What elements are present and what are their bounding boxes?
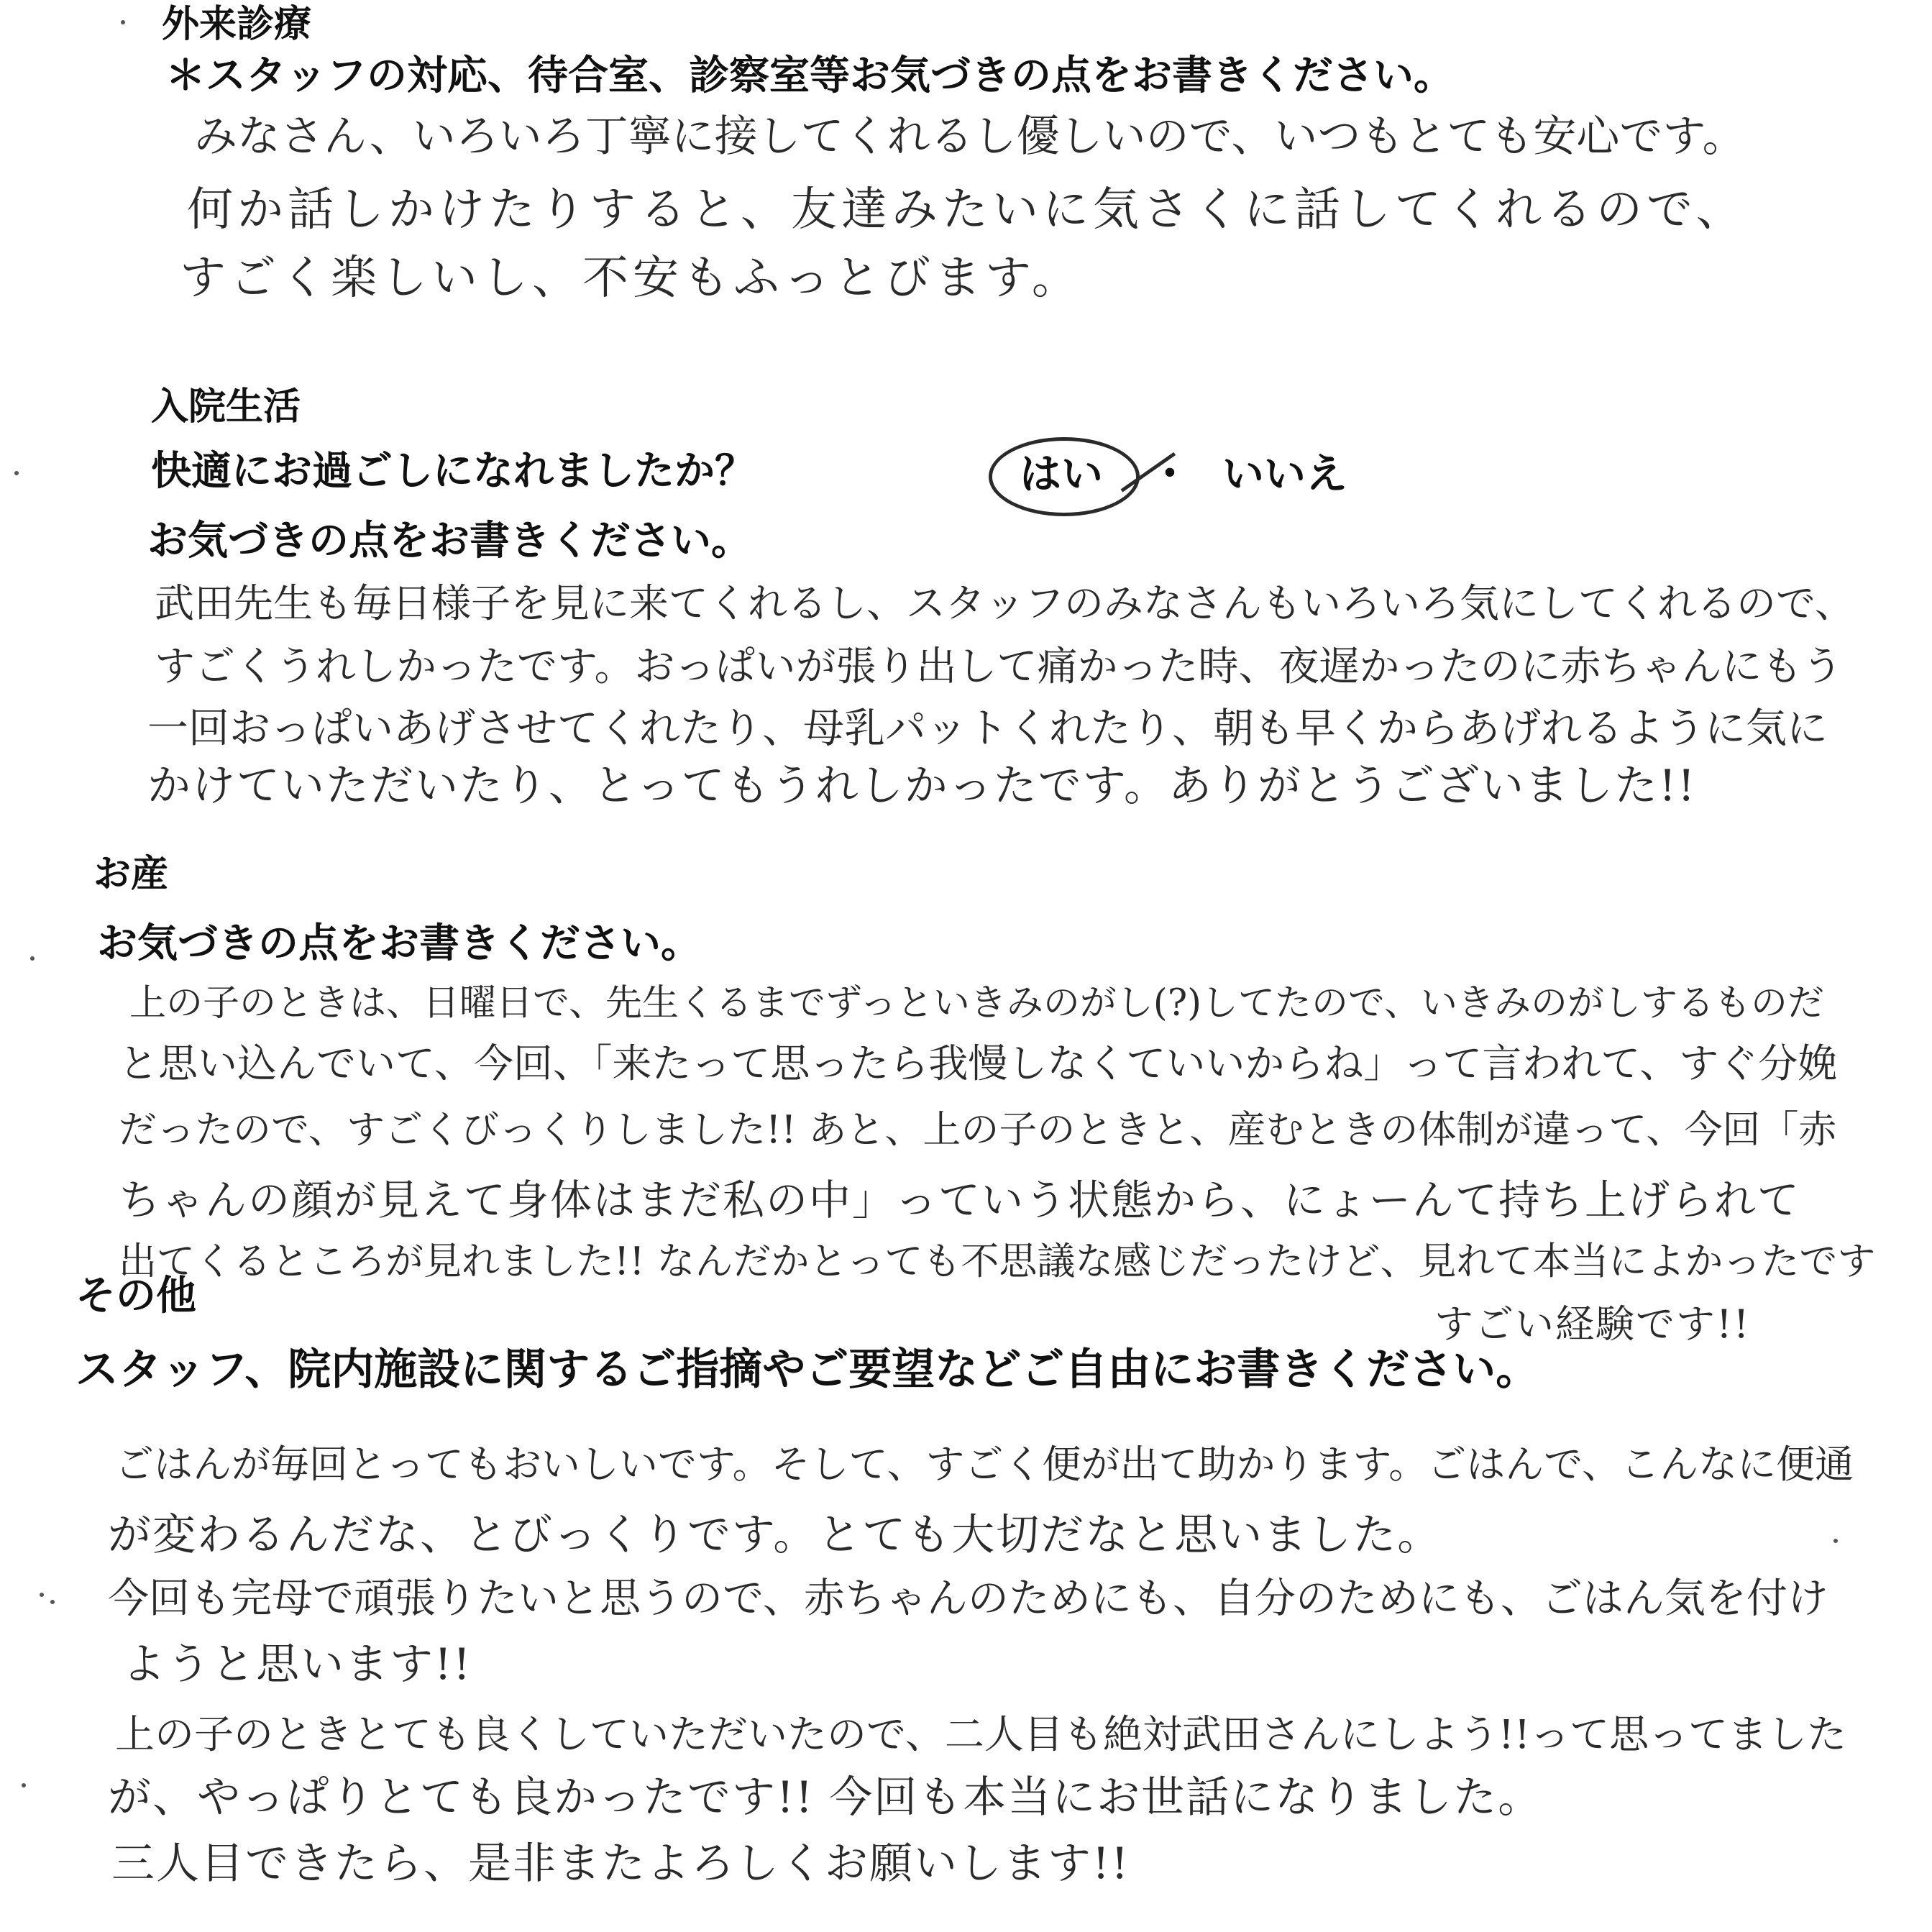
scan-speck — [40, 1593, 44, 1597]
inpatient-line-2: すごくうれしかったです。おっぱいが張り出して痛かった時、夜遅かったのに赤ちゃんにもう — [155, 644, 1843, 690]
scan-speck — [14, 471, 19, 475]
inpatient-question: 快適にお過ごしになれましたか？ — [151, 448, 755, 495]
delivery-line-4: ちゃんの顔が見えて身体はまだ私の中」っていう状態から、にょーんて持ち上げられて — [119, 1176, 1800, 1224]
inpatient-line-3: 一回おっぱいあげさせてくれたり、母乳パットくれたり、朝も早くからあげれるように気に — [147, 705, 1828, 752]
option-separator: ・ — [1149, 449, 1191, 498]
delivery-line-1: 上の子のときは、日曜日で、先生くるまでずっといきみのがし(?)してたので、いきみのがしするものだ — [129, 982, 1825, 1025]
outpatient-line-3: すごく楽しいし、不安もふっとびます。 — [180, 252, 1082, 305]
other-title: その他 — [75, 1273, 196, 1319]
delivery-line-2: と思い込んでいて、今回、「来たって思ったら我慢しなくていいからね」って言われて、すぐ分娩 — [119, 1040, 1838, 1086]
other-line-2: が変わるんだな、とびっくりです。とても大切だなと思いました。 — [108, 1510, 1442, 1560]
other-line-5: 上の子のときとても良くしていただいたので、二人目も絶対武田さんにしよう!!って思ってました — [115, 1711, 1847, 1757]
outpatient-title: 外来診療 — [162, 3, 312, 46]
other-line-3: 今回も完母で頑張りたいと思うので、赤ちゃんのためにも、自分のためにも、ごはん気を付け — [108, 1575, 1828, 1622]
other-line-1: ごはんが毎回とってもおいしいです。そして、すごく便が出て助かります。ごはんで、こんなに便通 — [115, 1442, 1854, 1487]
scan-speck — [22, 1783, 26, 1787]
scan-speck — [50, 1600, 55, 1604]
option-no: いいえ — [1222, 449, 1348, 498]
scan-speck — [121, 20, 125, 24]
option-yes: はい — [1020, 449, 1104, 498]
other-prompt: スタッフ、院内施設に関するご指摘やご要望などご自由にお書きください。 — [75, 1345, 1539, 1395]
delivery-line-5: 出てくるところが見れました!! なんだかとっても不思議な感じだったけど、見れて本当によかったです — [119, 1240, 1876, 1283]
other-line-6: が、やっぱりとても良かったです!! 今回も本当にお世話になりました。 — [108, 1772, 1543, 1823]
outpatient-prompt: ＊スタッフの対応、待合室、診察室等お気づきの点をお書きください。 — [165, 52, 1454, 99]
other-line-7: 三人目できたら、是非またよろしくお願いします!! — [111, 1839, 1130, 1889]
scan-speck — [1833, 1539, 1838, 1543]
delivery-line-3: だったので、すごくびっくりしました!! あと、上の子のときと、産むときの体制が違って、今回「赤 — [119, 1108, 1837, 1152]
outpatient-line-1: みなさん、いろいろ丁寧に接してくれるし優しいので、いつもとても安心です。 — [194, 111, 1746, 162]
scan-speck — [30, 956, 35, 961]
other-line-4: ようと思います!! — [122, 1639, 472, 1690]
inpatient-line-1: 武田先生も毎日様子を見に来てくれるし、スタッフのみなさんもいろいろ気にしてくれるので、 — [155, 580, 1854, 626]
inpatient-title: 入院生活 — [151, 385, 301, 429]
delivery-title: お産 — [93, 853, 169, 896]
outpatient-line-2: 何か話しかけたりすると、友達みたいに気さくに話してくれるので、 — [187, 183, 1746, 237]
delivery-prompt: お気づきの点をお書きください。 — [97, 920, 701, 967]
inpatient-prompt: お気づきの点をお書きください。 — [147, 518, 751, 564]
delivery-line-6: すごい経験です!! — [1434, 1301, 1751, 1347]
inpatient-line-4: かけていただいたり、とってもうれしかったです。ありがとうございました!! — [147, 761, 1697, 811]
